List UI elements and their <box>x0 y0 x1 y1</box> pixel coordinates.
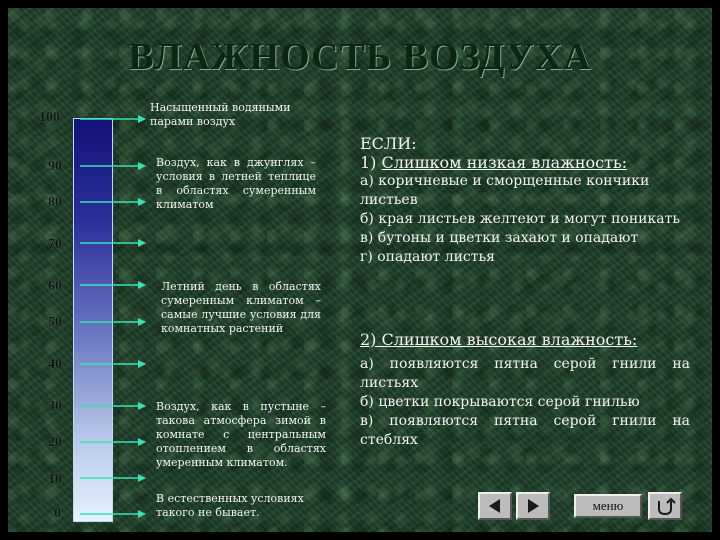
next-slide-button[interactable] <box>516 492 550 520</box>
triangle-left-icon <box>480 494 510 518</box>
menu-button[interactable]: меню <box>574 494 642 518</box>
description-desert: Воздух, как в пустыне – такова атмосфера зимой в комнате с центральным отоплением в областях умеренным климатом. <box>156 400 326 469</box>
scale-tick-100: 100 <box>39 110 60 125</box>
scale-tick-60: 60 <box>48 279 62 294</box>
scale-tick-40: 40 <box>48 357 62 372</box>
low-humidity-item: г) опадают листья <box>360 249 495 265</box>
scale-tick-80: 80 <box>48 195 62 210</box>
scale-tick-30: 30 <box>48 399 62 414</box>
scale-tick-70: 70 <box>48 237 62 252</box>
low-humidity-heading: 1) Слишком низкая влажность: <box>360 153 628 172</box>
page-title: ВЛАЖНОСТЬ ВОЗДУХА <box>128 36 592 78</box>
conditions-high-block <box>360 330 690 450</box>
description-summer-day: Летний день в областях сумеренным климатом – самые лучшие условия для комнатных растений <box>161 280 321 335</box>
return-arrow-icon <box>650 494 680 518</box>
scale-arrows <box>8 8 712 532</box>
scale-tick-50: 50 <box>48 315 62 330</box>
description-natural: В естественных условиях такого не бывает. <box>156 492 304 519</box>
high-humidity-item: а) появляются пятна серой гнили на листьях <box>360 356 690 391</box>
scale-tick-10: 10 <box>48 472 62 487</box>
high-humidity-item: б) цветки покрываются серой гнилью <box>360 394 640 410</box>
if-label: ЕСЛИ: <box>360 134 417 153</box>
triangle-right-icon <box>518 494 548 518</box>
high-humidity-heading: 2) Слишком высокая влажность: <box>360 330 638 349</box>
conditions-low-block <box>360 134 690 267</box>
low-humidity-item: в) бутоны и цветки захают и опадают <box>360 230 639 246</box>
scale-tick-20: 20 <box>48 435 62 450</box>
high-humidity-item: в) появляются пятна серой гнили на стеблях <box>360 413 690 448</box>
description-jungle: Воздух, как в джунглях – условия в летней теплице в областях сумеренным климатом <box>156 156 316 211</box>
description-saturated: Насыщенный водяными парами воздух <box>150 101 291 128</box>
slide <box>8 8 712 532</box>
prev-slide-button[interactable] <box>478 492 512 520</box>
low-humidity-item: б) края листьев желтеют и могут поникать <box>360 211 680 227</box>
return-button[interactable] <box>648 492 682 520</box>
scale-tick-0: 0 <box>54 506 61 521</box>
scale-tick-90: 90 <box>48 159 62 174</box>
low-humidity-item: а) коричневые и сморщенные кончики листьев <box>360 173 650 208</box>
